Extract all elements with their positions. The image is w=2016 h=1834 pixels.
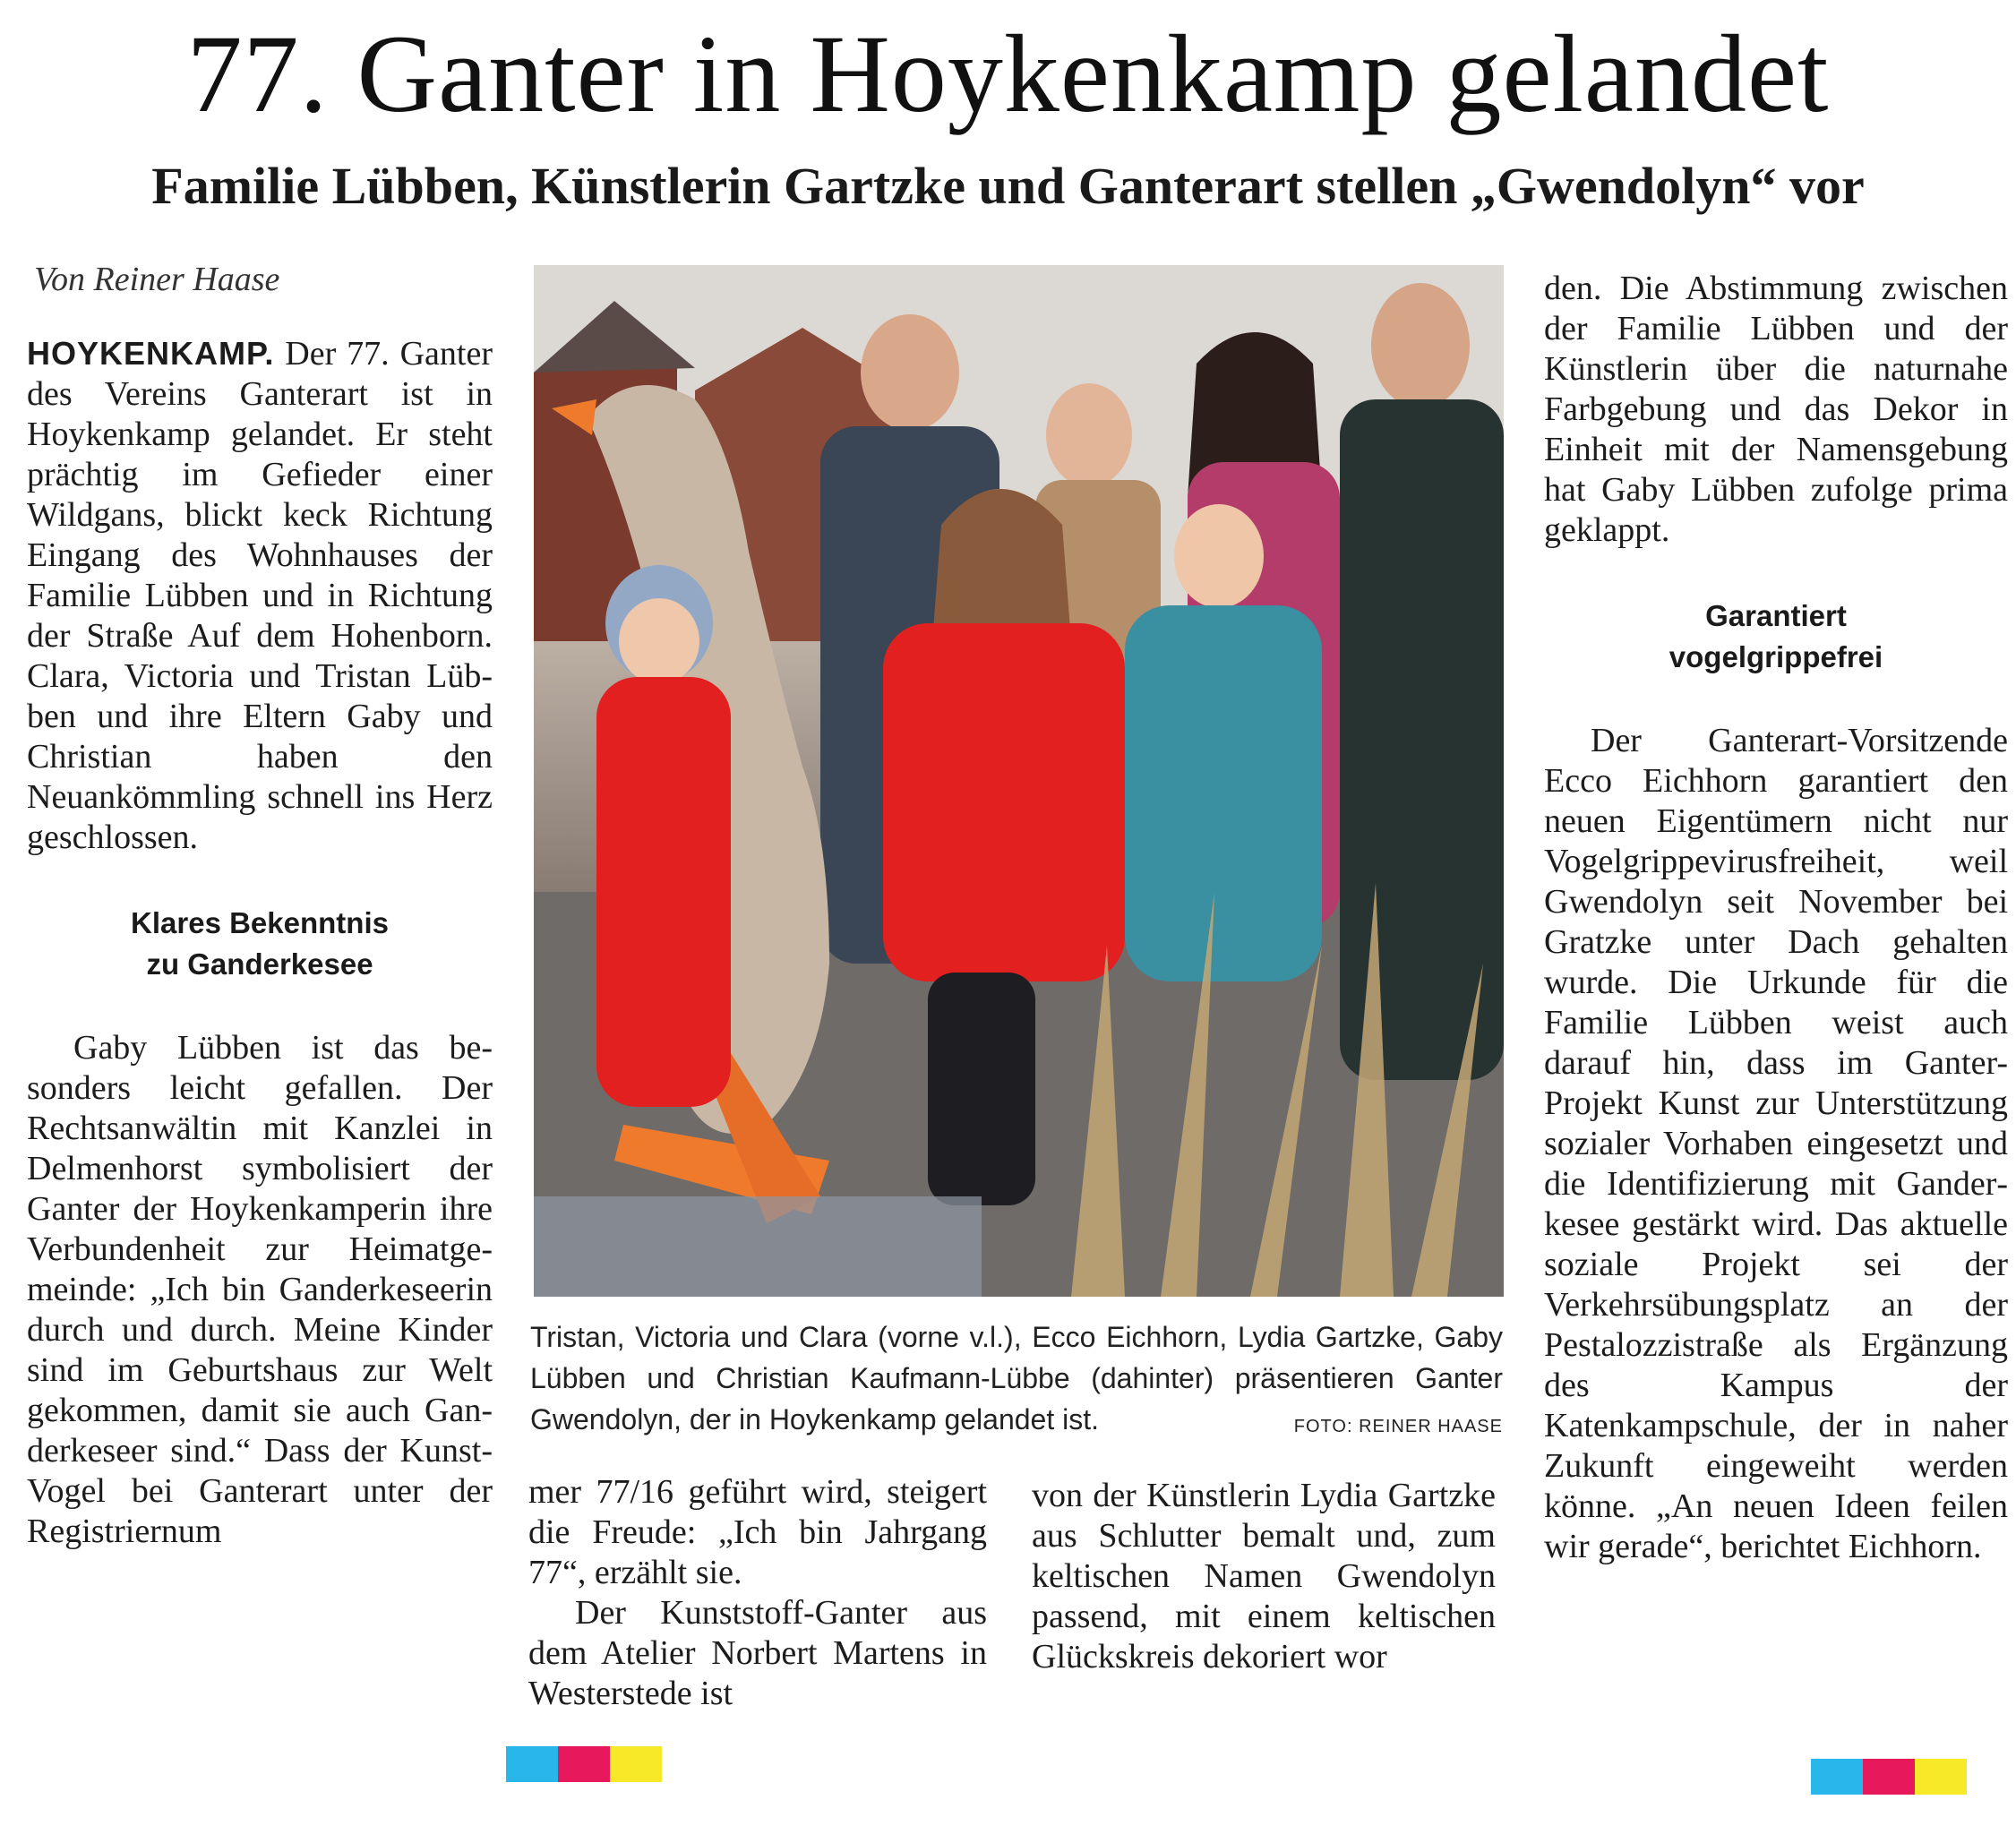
subheading-line: Garantiert (1705, 599, 1847, 632)
magenta-swatch (1863, 1759, 1915, 1795)
person-head (1371, 283, 1470, 408)
paragraph-abstimmung: den. Die Abstimmung zwischen der Familie Lübben und der Künstlerin über die naturnahe Farbgebung und das Dekor in Einheit mit der Namensgebung hat Gaby Lübben zufolge prima geklappt. (1544, 270, 2008, 549)
subheading-bekenntnis (27, 903, 493, 985)
child-face (619, 598, 699, 684)
column-2 (528, 1472, 987, 1714)
cyan-swatch (506, 1746, 558, 1782)
color-swatches-bottom-center (506, 1746, 662, 1782)
person-christian (1340, 399, 1504, 1080)
person-head (1046, 383, 1132, 487)
paragraph-registration: mer 77/16 geführt wird, steigert die Freude: „Ich bin Jahrgang 77“, erzählt sie. (528, 1473, 987, 1591)
yellow-swatch (1915, 1759, 1967, 1795)
column-1 (27, 333, 493, 1552)
photo-caption (530, 1316, 1503, 1447)
child-face (1174, 504, 1264, 608)
photo-illustration (534, 265, 1504, 1297)
photo-credit: FOTO: REINER HAASE (1293, 1417, 1503, 1436)
paragraph-kunststoff: Der Kunststoff-Ganter aus dem Atelier Norbert Martens in Westerstede ist (528, 1594, 987, 1712)
child-tristan (596, 677, 731, 1107)
yellow-swatch (610, 1746, 662, 1782)
column-3 (1032, 1476, 1496, 1677)
subheading-line: zu Ganderkesee (146, 947, 373, 981)
headline: 77. Ganter in Hoykenkamp gelandet (186, 13, 1830, 135)
subheadline: Familie Lübben, Künstlerin Gartzke und Ganterart stellen „Gwendolyn“ vor (151, 157, 1865, 215)
byline: Von Reiner Haase (34, 261, 280, 298)
subheading-line: Klares Bekenntnis (131, 906, 389, 939)
paragraph-gartzke: von der Künstlerin Lydia Gartzke aus Schlutter bemalt und, zum keltischen Namen Gwendolyn passend, mit einem keltischen Glückskreis dekoriert wor (1032, 1477, 1496, 1675)
child-legs (928, 973, 1035, 1205)
child-clara (1125, 605, 1322, 981)
column-4 (1544, 269, 2008, 1567)
article-photo (534, 265, 1504, 1297)
subheading-line: vogelgrippefrei (1669, 640, 1883, 673)
pedestal (534, 1196, 982, 1297)
magenta-swatch (558, 1746, 610, 1782)
child-victoria (883, 623, 1125, 981)
subheading-vogelgrippe (1544, 596, 2008, 678)
paragraph-intro (27, 333, 493, 858)
intro-text: Der 77. Ganter des Vereins Ganterart ist in Hoykenkamp gelandet. Er steht prächtig im Gefieder einer Wildgans, blickt keck Richtung Eingang des Wohnhauses der Familie Lübben und in Richtung der Straße Auf dem Hohenborn. Clara, Victoria und Tristan Lübben und ihre Eltern Gaby und Christian haben den Neuankömmling schnell ins Herz geschlossen. (27, 335, 493, 856)
cyan-swatch (1811, 1759, 1863, 1795)
paragraph-eichhorn: Der Ganterart-Vorsitzende Ecco Eichhorn garantiert den neuen Eigentümern nicht nur Vogelgrippevirusfreiheit, weil Gwendolyn seit November bei Gratzke unter Dach gehalten wurde. Die Urkunde für die Familie Lübben weist auch darauf hin, dass im Ganter-Projekt Kunst zur Unterstützung sozialer Vorhaben eingesetzt und die Identifizierung mit Ganderkesee gestärkt wird. Das aktuelle soziale Projekt sei der Verkehrsübungsplatz an der Pestalozzistraße als Ergänzung des Kampus der Katenkampschule, der in naher Zukunft eingeweiht werden könne. „An neuen Ideen feilen wir gerade“, berichtet Eichhorn. (1544, 722, 2008, 1565)
paragraph-gaby: Gaby Lübben ist das besonders leicht gefallen. Der Rechtsanwältin mit Kanzlei in Delmenhorst symbolisiert der Ganter der Hoykenkamperin ihre Verbundenheit zur Heimatgemeinde: „Ich bin Ganderkeseerin durch und durch. Meine Kinder sind im Geburtshaus zur Welt gekommen, damit sie auch Ganderkeseer sind.“ Dass der Kunst-Vogel bei Ganterart unter der Registriernum (27, 1029, 493, 1550)
person-head (861, 314, 959, 431)
caption-text: Tristan, Victoria und Clara (vorne v.l.), Ecco Eichhorn, Lydia Gartzke, Gaby Lübben und Christian Kaufmann-Lübbe (dahinter) präsentieren Ganter Gwendolyn, der in Hoykenkamp gelandet ist. (530, 1321, 1503, 1435)
color-swatches-bottom-right (1811, 1759, 1967, 1795)
dateline: HOYKENKAMP. (27, 335, 275, 372)
